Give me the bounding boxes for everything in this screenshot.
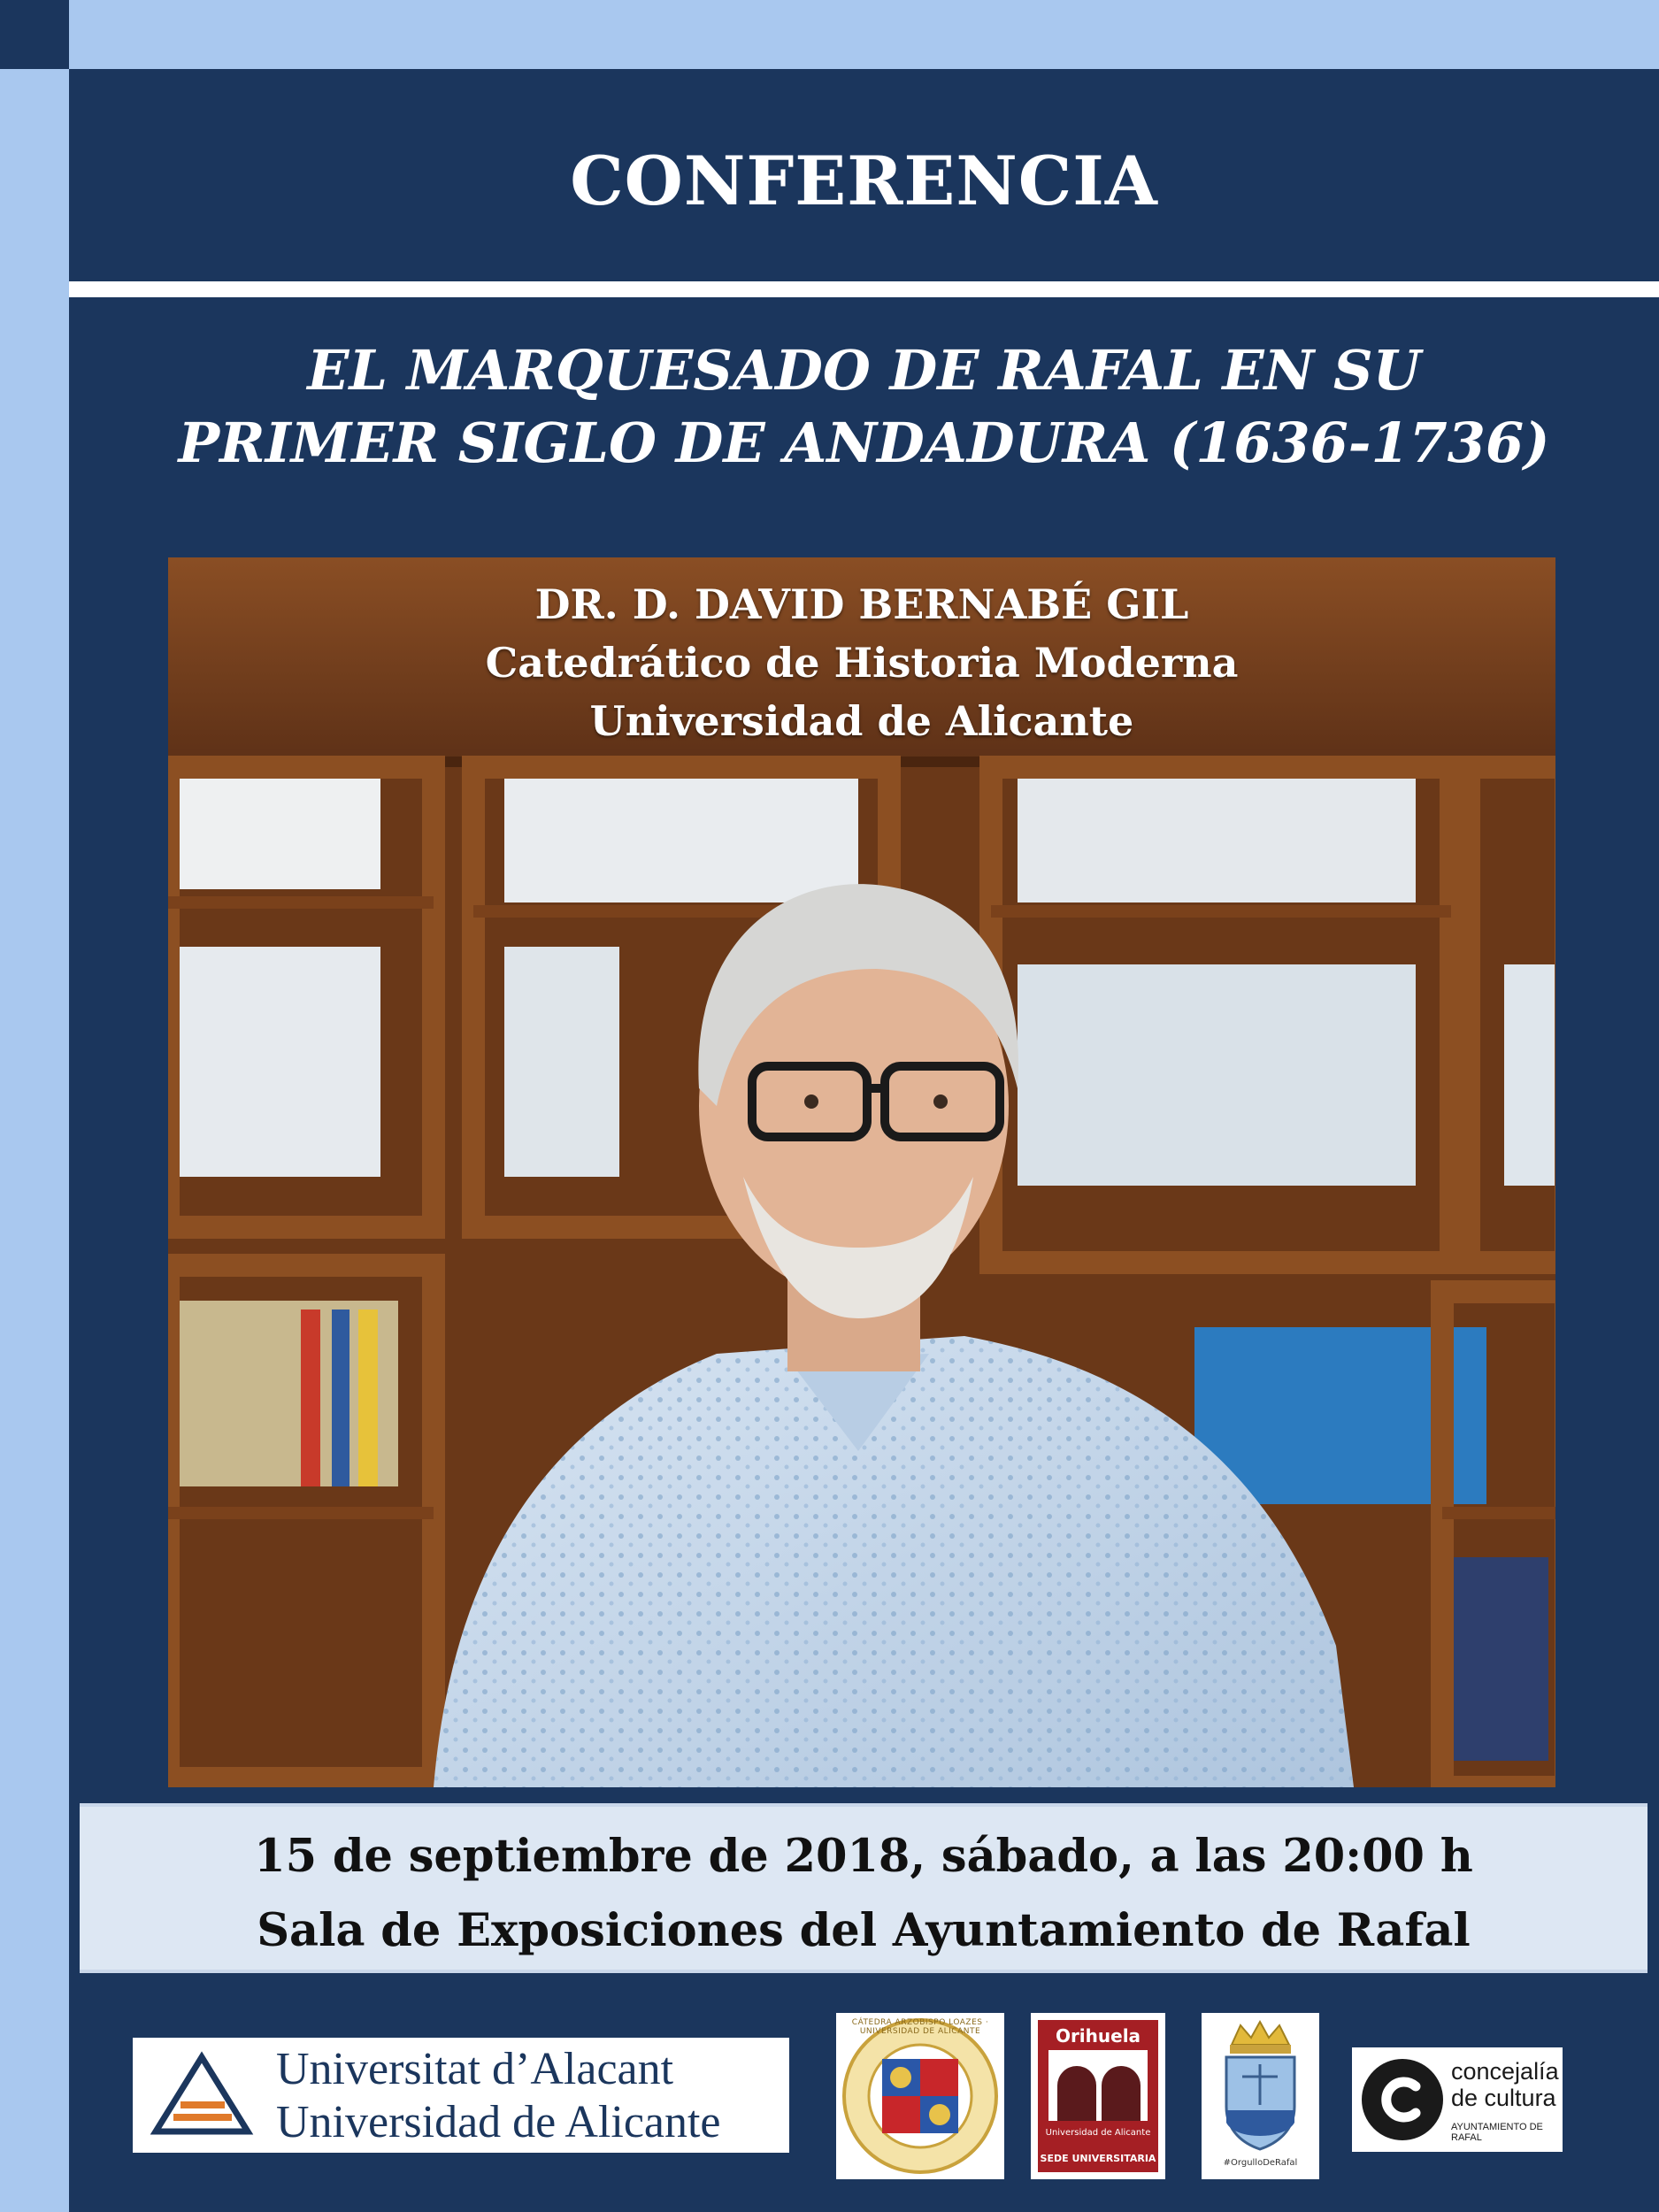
concejalia-c-icon (1359, 2056, 1446, 2143)
talk-title (69, 334, 1659, 480)
speaker-info (168, 575, 1555, 750)
header-divider (69, 281, 1659, 297)
rafal-coat-of-arms (1202, 2013, 1319, 2179)
orihuela-title: Orihuela (1055, 2025, 1141, 2047)
university-name (276, 2043, 721, 2149)
orihuela-subtitle: Universidad de Alicante (1045, 2128, 1151, 2138)
concejalia-line-2: de cultura (1451, 2085, 1556, 2111)
speaker-position: Catedrático de Historia Moderna (485, 639, 1239, 687)
conference-heading: CONFERENCIA (570, 142, 1158, 220)
orihuela-sede-logo (1031, 2013, 1165, 2179)
orihuela-footer: SEDE UNIVERSITARIA (1040, 2153, 1156, 2164)
catedra-loazes-logo (836, 2013, 1004, 2179)
rafal-hashtag: #OrgulloDeRafal (1223, 2158, 1298, 2168)
university-alicante-logo (133, 2038, 789, 2153)
concejalia-cultura-logo (1352, 2047, 1563, 2152)
university-name-ca: Universitat d’Alacant (276, 2044, 674, 2094)
event-info-band (80, 1803, 1647, 1973)
catedra-seal-icon (836, 2013, 1004, 2179)
top-border-strip (69, 0, 1659, 69)
event-venue: Sala de Exposiciones del Ayuntamiento de Rafal (257, 1904, 1471, 1957)
talk-title-line-1: EL MARQUESADO DE RAFAL EN SU (307, 338, 1421, 403)
corner-block (0, 0, 69, 69)
university-triangle-icon (149, 2050, 255, 2139)
concejalia-line-1: concejalía (1451, 2058, 1559, 2085)
talk-title-line-2: PRIMER SIGLO DE ANDADURA (1636-1736) (178, 411, 1550, 475)
speaker-institution: Universidad de Alicante (589, 697, 1134, 745)
concejalia-text (1451, 2058, 1559, 2111)
left-border-strip (0, 69, 69, 2212)
arches-icon (1048, 2050, 1148, 2121)
concejalia-line-3: AYUNTAMIENTO DE RAFAL (1451, 2122, 1543, 2143)
event-date: 15 de septiembre de 2018, sábado, a las 20:00 h (254, 1830, 1473, 1883)
coat-of-arms-icon (1214, 2018, 1307, 2151)
speaker-name: DR. D. DAVID BERNABÉ GIL (534, 580, 1189, 628)
university-name-es: Universidad de Alicante (276, 2097, 721, 2147)
catedra-ring-text: CÁTEDRA ARZOBISPO LOAZES · UNIVERSIDAD DE ALICANTE (851, 2018, 989, 2036)
speaker-photo (168, 557, 1555, 1787)
